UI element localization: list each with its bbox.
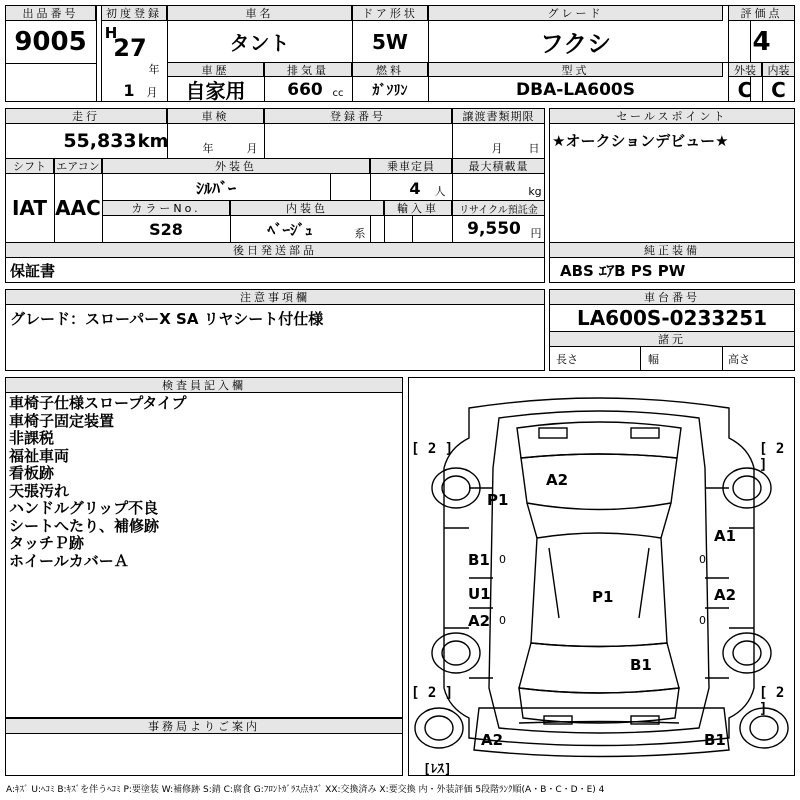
reg-year-unit: 年 — [148, 63, 160, 76]
inspector-line: ホイールカバーＡ — [9, 551, 129, 570]
displacement: 660 — [287, 80, 323, 100]
car-outline-svg — [409, 378, 794, 775]
color-label: 外装色 — [102, 158, 370, 174]
mark-right-a1: A1 — [714, 527, 737, 545]
zero-mark-right-rear: 0 — [699, 614, 706, 627]
first-reg-label: 初度登録 — [101, 5, 167, 21]
transfer-day-unit: 日 — [528, 142, 540, 155]
notice-label: 注意事項欄 — [5, 289, 545, 305]
capacity-unit: 人 — [434, 185, 446, 198]
grade-label: グレード — [428, 5, 723, 21]
score-label: 評価点 — [728, 5, 795, 21]
int-color-label: 内装色 — [230, 200, 384, 216]
sales-label: セールスポイント — [549, 108, 795, 124]
model: DBA-LA600S — [516, 79, 635, 100]
inspector-line: タッチＰ跡 — [9, 534, 85, 552]
damage-diagram — [408, 377, 795, 776]
recycle-label: リサイクル預託金 — [452, 200, 545, 216]
inspector-line: 天張汚れ — [9, 481, 70, 500]
door-type: 5W — [372, 29, 408, 54]
inspector-line: 非課税 — [9, 429, 55, 447]
lot-label: 出品番号 — [5, 5, 96, 21]
mileage-unit: km — [137, 130, 169, 152]
equipment-label: 純正装備 — [549, 242, 795, 258]
inspector-line: 看板跡 — [9, 464, 55, 482]
zero-mark-left-front: 0 — [499, 553, 506, 566]
displacement-unit: cc — [332, 87, 344, 99]
spare-tire: [ﾚｽ] — [423, 762, 452, 777]
inspector-line: ハンドルグリップ不良 — [9, 499, 159, 517]
spec-height: 高さ — [728, 353, 750, 366]
transfer-month-unit: 月 — [491, 142, 503, 155]
load-unit: kg — [528, 184, 542, 198]
door-label: ドア形状 — [352, 5, 428, 21]
tire-front-left: [ 2 ] — [411, 441, 454, 457]
reg-year: 27 — [113, 34, 147, 62]
lot-number: 9005 — [14, 27, 87, 57]
recycle-fee: 9,550 — [467, 219, 521, 239]
car-name: タント — [229, 31, 290, 55]
capacity: 4 — [409, 178, 421, 198]
interior-label: 内装 — [762, 62, 795, 77]
spec-length: 長さ — [556, 353, 578, 366]
color-no: S28 — [149, 219, 183, 239]
reg-no-label: 登録番号 — [264, 108, 452, 124]
inspection-month-unit: 月 — [246, 142, 258, 155]
displacement-label: 排気量 — [264, 62, 352, 77]
tire-rear-right: [ 2 ] — [759, 685, 785, 717]
interior-color: ﾍﾞｰｼﾞｭ — [267, 220, 313, 239]
color-no-label: カラーNo. — [102, 200, 230, 216]
mark-left-a2: A2 — [468, 612, 491, 630]
era: H — [104, 24, 118, 42]
equipment-text: ABS ｴｱB PS PW — [560, 261, 686, 280]
interior-grade: C — [771, 77, 786, 102]
history: 自家用 — [185, 79, 246, 103]
tire-rear-left: [ 2 ] — [411, 685, 454, 701]
grade: フクシ — [539, 30, 612, 58]
exterior-label: 外装 — [728, 62, 762, 77]
inspector-line: 車椅子仕様スロープタイプ — [9, 394, 187, 412]
mark-left-b1: B1 — [468, 551, 490, 569]
mileage-label: 走行 — [5, 108, 167, 124]
mileage: 55,833 — [63, 130, 137, 152]
ac: AAC — [55, 196, 101, 220]
inspector-notes — [9, 395, 186, 570]
later-parts-label: 後日発送部品 — [5, 242, 545, 258]
office-label: 事務局よりご案内 — [5, 718, 403, 734]
capacity-label: 乗車定員 — [370, 158, 452, 174]
score: 4 — [752, 26, 771, 57]
reg-month: 1 — [123, 80, 135, 100]
mark-roof-p1: P1 — [592, 588, 614, 606]
inspection-label: 車検 — [167, 108, 264, 124]
spec-width: 幅 — [648, 353, 659, 366]
mark-left-u1: U1 — [468, 585, 491, 603]
inspection-year-unit: 年 — [202, 142, 214, 155]
fuel: ｶﾞｿﾘﾝ — [372, 82, 408, 99]
recycle-unit: 円 — [530, 227, 542, 240]
specs-label: 諸元 — [549, 331, 795, 347]
int-color-unit: 系 — [354, 227, 366, 240]
load-label: 最大積載量 — [452, 158, 545, 174]
shift: IAT — [11, 196, 47, 220]
sales-text: ★オークションデビュー★ — [552, 131, 729, 150]
import-label: 輸入車 — [384, 200, 452, 216]
exterior-color: ｼﾙﾊﾞｰ — [195, 178, 236, 198]
inspector-label: 検査員記入欄 — [5, 377, 403, 393]
name-label: 車名 — [167, 5, 352, 21]
notice-text: グレード：スローパーX SA リヤシート付仕様 — [10, 309, 324, 328]
fuel-label: 燃料 — [352, 62, 428, 77]
ac-label: エアコン — [54, 158, 102, 174]
inspector-line: シートへたり、補修跡 — [9, 516, 160, 535]
inspector-line: 福祉車両 — [9, 446, 70, 465]
legend: A:ｷｽﾞ U:ﾍｺﾐ B:ｷｽﾞを伴うﾍｺﾐ P:要塗装 W:補修跡 S:錆 C:腐食 G:ﾌﾛﾝﾄｶﾞﾗｽ点ｷｽﾞ XX:交換済み X:要交換 内・外装評価 5段階ﾗﾝｸ順(A・B・C・D・E) 4 — [6, 784, 605, 795]
transfer-label: 譲渡書類期限 — [452, 108, 545, 124]
mark-hood-a2: A2 — [546, 471, 569, 489]
mark-bumper-a2: A2 — [481, 731, 504, 749]
mark-bumper-b1: B1 — [704, 731, 726, 749]
exterior-grade: C — [737, 77, 753, 102]
mark-rear-b1: B1 — [630, 656, 652, 674]
chassis-number: LA600S-0233251 — [576, 306, 768, 330]
chassis-label: 車台番号 — [549, 289, 795, 305]
mark-right-a2: A2 — [714, 586, 737, 604]
model-label: 型式 — [428, 62, 723, 77]
zero-mark-left-rear: 0 — [499, 614, 506, 627]
tire-front-right: [ 2 ] — [759, 441, 785, 473]
history-label: 車歴 — [167, 62, 264, 77]
inspector-line: 車椅子固定装置 — [9, 411, 115, 430]
reg-month-unit: 月 — [146, 86, 158, 99]
later-parts: 保証書 — [10, 261, 56, 280]
mark-left-p1: P1 — [487, 491, 509, 509]
zero-mark-right-front: 0 — [699, 553, 706, 566]
shift-label: シフト — [5, 158, 54, 174]
